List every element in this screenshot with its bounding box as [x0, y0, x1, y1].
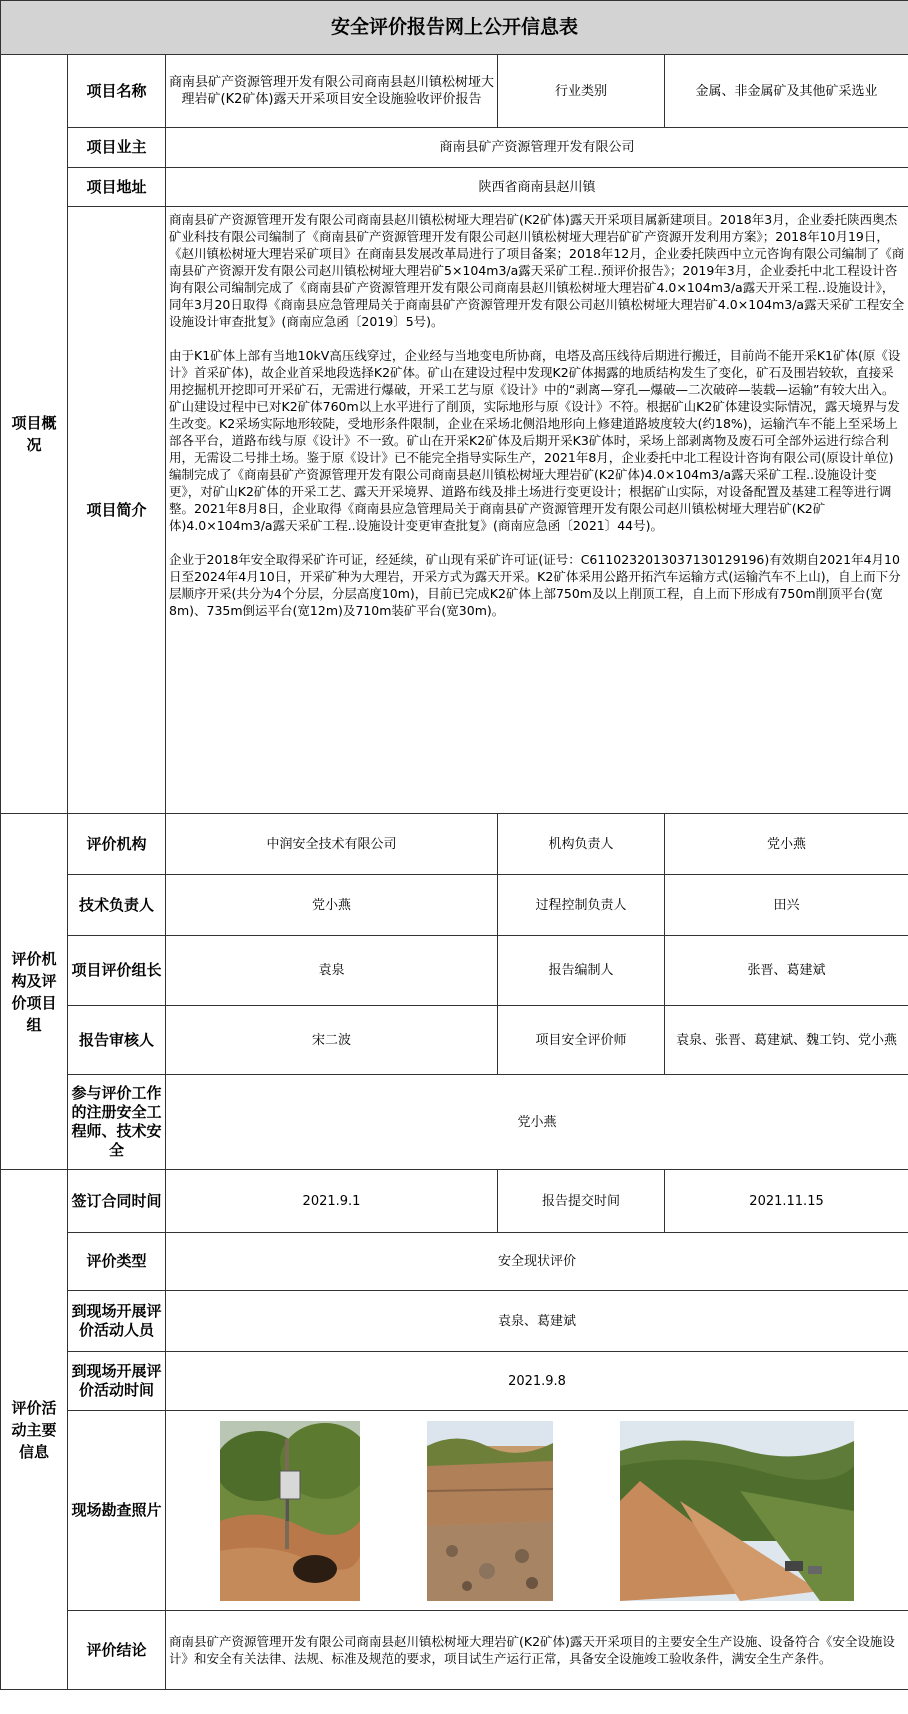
onsite-staff-value: 袁泉、葛建斌	[166, 1291, 908, 1352]
process-lead-label: 过程控制负责人	[498, 875, 665, 936]
intro-paragraph: 由于K1矿体上部有当地10kV高压线穿过，企业经与当地变电所协商，电塔及高压线待后期进行搬迁，目前尚不能开采K1矿体(原《设计》首采矿体)，故企业首采地段选择K2矿体。矿山在建设过程中发现K2矿体揭露的地质结构发生了变化，矿石及围岩较软，直接采用挖掘机开挖即可开采矿石，无需进行爆破，开采工艺与原《设计》中的“剥离—穿孔—爆破—二次破碎—装载—运输”有较大出入。矿山建设过程中已对K2矿体760m以上水平进行了削顶，实际地形与原《设计》不符。根据矿山K2矿体建设实际情况，露天境界与发生改变。K2采场实际地形较陡，受地形条件限制，企业在采场北侧沿地形向上修建道路坡度较大(约18%)，运输汽车不能上至采场上部各平台，道路布线与原《设计》不一致。矿山在开采K2矿体及后期开采K3矿体时，采场上部剥离物及废石可全部外运进行综合利用，无需设二号排土场。鉴于原《设计》已不能完全指导实际生产，2021年8月，企业委托中北工程设计咨询有限公司(原设计单位)编制完成了《商南县矿产资源管理开发有限公司商南县赵川镇松树垭大理岩矿(K2矿体)4.0×104m3/a露天采矿工程..设施设计变更》，对矿山K2矿体的开采工艺、露天开采境界、道路布线及排土场进行变更设计；根据矿山实际，对设备配置及基建工程等进行调整。2021年8月8日，企业取得《商南县应急管理局关于商南县矿产资源管理开发有限公司赵川镇松树垭大理岩矿(K2矿体)4.0×104m3/a露天采矿工程..设施设计变更审查批复》(商南应急函〔2021〕44号)。	[169, 348, 901, 533]
site-photo-2	[427, 1421, 553, 1601]
team-leader-value: 袁泉	[166, 936, 498, 1006]
agency-head-value: 党小燕	[665, 814, 908, 875]
onsite-time-value: 2021.9.8	[166, 1352, 908, 1411]
agency-label: 评价机构	[68, 814, 166, 875]
project-owner-value: 商南县矿产资源管理开发有限公司	[166, 128, 908, 168]
report-writer-value: 张晋、葛建斌	[665, 936, 908, 1006]
section-activity: 评价活动主要信息	[1, 1170, 68, 1690]
reviewer-value: 宋二波	[166, 1006, 498, 1075]
onsite-staff-label: 到现场开展评价活动人员	[68, 1291, 166, 1352]
conclusion-label: 评价结论	[68, 1611, 166, 1690]
eval-type-label: 评价类型	[68, 1233, 166, 1291]
tech-lead-value: 党小燕	[166, 875, 498, 936]
team-leader-label: 项目评价组长	[68, 936, 166, 1006]
report-writer-label: 报告编制人	[498, 936, 665, 1006]
intro-paragraph: 企业于2018年安全取得采矿许可证，经延续，矿山现有采矿许可证(证号：C6110232013037130129196)有效期自2021年4月10日至2024年4月10日，开采矿种为大理岩，开采方式为露天开采。K2矿体采用公路开拓汽车运输方式(运输汽车不上山)，自上而下分层顺序开采(共分为4个分层，分层高度10m)，目前已完成K2矿体上部750m及以上削顶工程，自上而下形成有750m削顶平台(宽8m)、735m倒运平台(宽12m)及710m装矿平台(宽30m)。	[169, 552, 901, 618]
intro-paragraph: 商南县矿产资源管理开发有限公司商南县赵川镇松树垭大理岩矿(K2矿体)露天开采项目属新建项目。2018年3月，企业委托陕西奥杰矿业科技有限公司编制了《商南县矿产资源管理开发有限公司赵川镇松树垭大理岩矿矿产资源开发利用方案》；2018年10月19日，《赵川镇松树垭大理岩采矿项目》在商南县发展改革局进行了项目备案；2018年12月，企业委托陕西中立元咨询有限公司编制了《商南县矿产资源开发有限公司赵川镇松树垭大理岩矿5×104m3/a露天采矿工程..预评价报告》；2019年3月，企业委托中北工程设计咨询有限公司编制完成了《商南县矿产资源管理开发有限公司商南县赵川镇松树垭大理岩矿4.0×104m3/a露天开采工程..设施设计》，同年3月20日取得《商南县应急管理局关于商南县矿产资源管理开发有限公司赵川镇松树垭大理岩矿4.0×104m3/a露天采矿工程安全设施设计审查批复》(商南应急函〔2019〕5号)。	[169, 212, 905, 329]
process-lead-value: 田兴	[665, 875, 908, 936]
section-overview: 项目概况	[1, 55, 68, 814]
industry-value: 金属、非金属矿及其他矿采选业	[665, 55, 908, 128]
project-address-label: 项目地址	[68, 168, 166, 207]
tech-lead-label: 技术负责人	[68, 875, 166, 936]
page-title: 安全评价报告网上公开信息表	[1, 1, 908, 55]
section-org: 评价机构及评价项目组	[1, 814, 68, 1170]
evaluator-value: 袁泉、张晋、葛建斌、魏工钧、党小燕	[665, 1006, 908, 1075]
site-photo-3	[620, 1421, 854, 1601]
evaluator-label: 项目安全评价师	[498, 1006, 665, 1075]
agency-value: 中润安全技术有限公司	[166, 814, 498, 875]
project-intro-value	[166, 207, 908, 814]
agency-head-label: 机构负责人	[498, 814, 665, 875]
submit-date-value: 2021.11.15	[665, 1170, 908, 1233]
engineers-value: 党小燕	[166, 1075, 908, 1170]
project-owner-label: 项目业主	[68, 128, 166, 168]
eval-type-value: 安全现状评价	[166, 1233, 908, 1291]
photos-cell	[166, 1411, 908, 1611]
project-intro-label: 项目简介	[68, 207, 166, 814]
industry-label: 行业类别	[498, 55, 665, 128]
engineers-label: 参与评价工作的注册安全工程师、技术安全	[68, 1075, 166, 1170]
site-photo-1	[220, 1421, 360, 1601]
contract-date-value: 2021.9.1	[166, 1170, 498, 1233]
onsite-time-label: 到现场开展评价活动时间	[68, 1352, 166, 1411]
project-name-label: 项目名称	[68, 55, 166, 128]
conclusion-value: 商南县矿产资源管理开发有限公司商南县赵川镇松树垭大理岩矿(K2矿体)露天开采项目的主要安全生产设施、设备符合《安全设施设计》和安全有关法律、法规、标准及规范的要求，项目试生产运行正常，具备安全设施竣工验收条件，满安全生产条件。	[166, 1611, 908, 1690]
photos-label: 现场勘查照片	[68, 1411, 166, 1611]
contract-date-label: 签订合同时间	[68, 1170, 166, 1233]
project-name-value: 商南县矿产资源管理开发有限公司商南县赵川镇松树垭大理岩矿(K2矿体)露天开采项目安全设施验收评价报告	[166, 55, 498, 128]
project-address-value: 陕西省商南县赵川镇	[166, 168, 908, 207]
reviewer-label: 报告审核人	[68, 1006, 166, 1075]
submit-date-label: 报告提交时间	[498, 1170, 665, 1233]
